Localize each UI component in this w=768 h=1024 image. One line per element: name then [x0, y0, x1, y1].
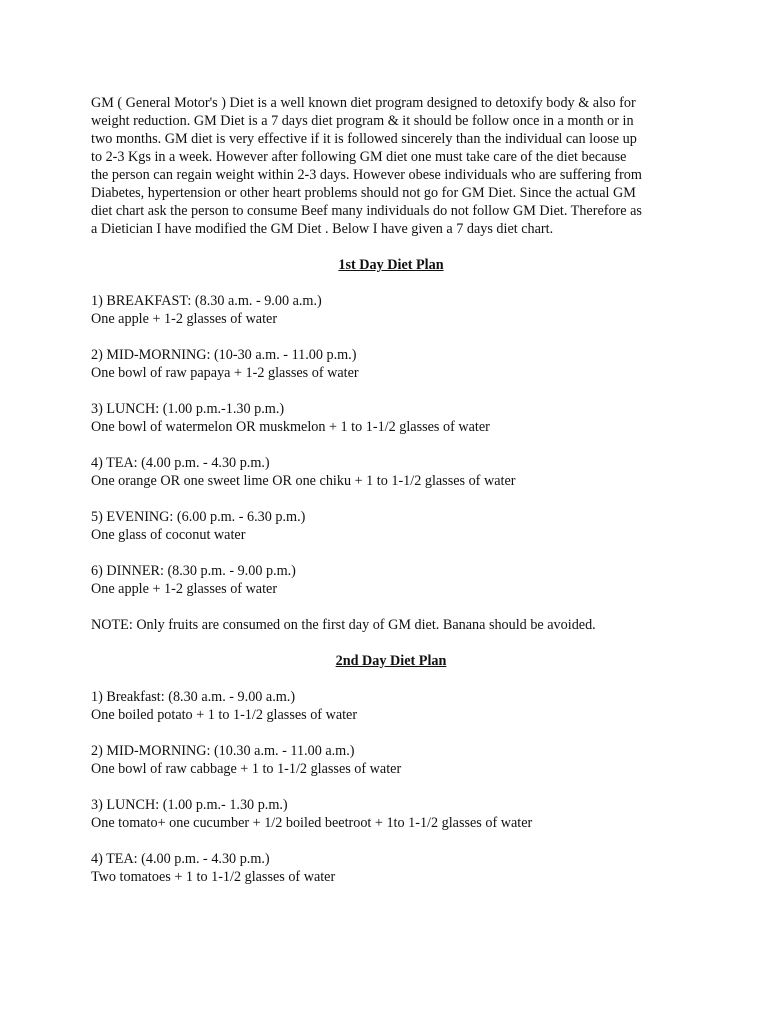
day2-meal-breakfast	[91, 688, 691, 724]
document-page	[91, 94, 691, 904]
intro-paragraph: GM ( General Motor's ) Diet is a well known diet program designed to detoxify body & also for weight reduction. GM Diet is a 7 days diet program & it should be follow once in a month or in two months. GM diet is very effective if it is followed sincerely than the individual can loose up to 2-3 Kgs in a week. However after following GM diet one must take care of the diet because the person can regain weight within 2-3 days. However obese individuals who are suffering from Diabetes, hypertension or other heart problems should not go for GM Diet. Since the actual GM diet chart ask the person to consume Beef many individuals do not follow GM Diet. Therefore as a Dietician I have modified the GM Diet . Below I have given a 7 days diet chart.	[91, 95, 642, 237]
day1-meal-lunch	[91, 400, 691, 436]
day1-meal-mid-morning	[91, 346, 691, 382]
meal-food: One glass of coconut water	[91, 527, 246, 543]
day2-meal-lunch	[91, 796, 691, 832]
day1-meal-dinner	[91, 562, 691, 598]
meal-time: 1) Breakfast: (8.30 a.m. - 9.00 a.m.)	[91, 689, 296, 705]
meal-food: One apple + 1-2 glasses of water	[91, 311, 278, 327]
day2-title: 2nd Day Diet Plan	[335, 653, 447, 669]
day1-meal-breakfast	[91, 292, 691, 328]
meal-food: One bowl of raw papaya + 1-2 glasses of water	[91, 365, 359, 381]
meal-time: 2) MID-MORNING: (10-30 a.m. - 11.00 p.m.)	[91, 347, 357, 363]
meal-time: 3) LUNCH: (1.00 p.m.- 1.30 p.m.)	[91, 797, 288, 813]
meal-food: One orange OR one sweet lime OR one chiku + 1 to 1-1/2 glasses of water	[91, 473, 516, 489]
meal-food: Two tomatoes + 1 to 1-1/2 glasses of water	[91, 869, 336, 885]
meal-time: 6) DINNER: (8.30 p.m. - 9.00 p.m.)	[91, 563, 296, 579]
meal-food: One bowl of watermelon OR muskmelon + 1 to 1-1/2 glasses of water	[91, 419, 490, 435]
meal-food: One apple + 1-2 glasses of water	[91, 581, 278, 597]
meal-food: One tomato+ one cucumber + 1/2 boiled beetroot + 1to 1-1/2 glasses of water	[91, 815, 533, 831]
meal-food: One bowl of raw cabbage + 1 to 1-1/2 glasses of water	[91, 761, 402, 777]
day2-meal-mid-morning	[91, 742, 691, 778]
meal-time: 1) BREAKFAST: (8.30 a.m. - 9.00 a.m.)	[91, 293, 322, 309]
day1-meal-tea	[91, 454, 691, 490]
day1-title: 1st Day Diet Plan	[338, 257, 444, 273]
meal-time: 2) MID-MORNING: (10.30 a.m. - 11.00 a.m.)	[91, 743, 355, 759]
meal-food: One boiled potato + 1 to 1-1/2 glasses of water	[91, 707, 358, 723]
day1-note: NOTE: Only fruits are consumed on the first day of GM diet. Banana should be avoided.	[91, 617, 596, 633]
day1-meal-evening	[91, 508, 691, 544]
day2-meal-tea	[91, 850, 691, 886]
meal-time: 4) TEA: (4.00 p.m. - 4.30 p.m.)	[91, 851, 270, 867]
meal-time: 4) TEA: (4.00 p.m. - 4.30 p.m.)	[91, 455, 270, 471]
meal-time: 5) EVENING: (6.00 p.m. - 6.30 p.m.)	[91, 509, 306, 525]
meal-time: 3) LUNCH: (1.00 p.m.-1.30 p.m.)	[91, 401, 285, 417]
